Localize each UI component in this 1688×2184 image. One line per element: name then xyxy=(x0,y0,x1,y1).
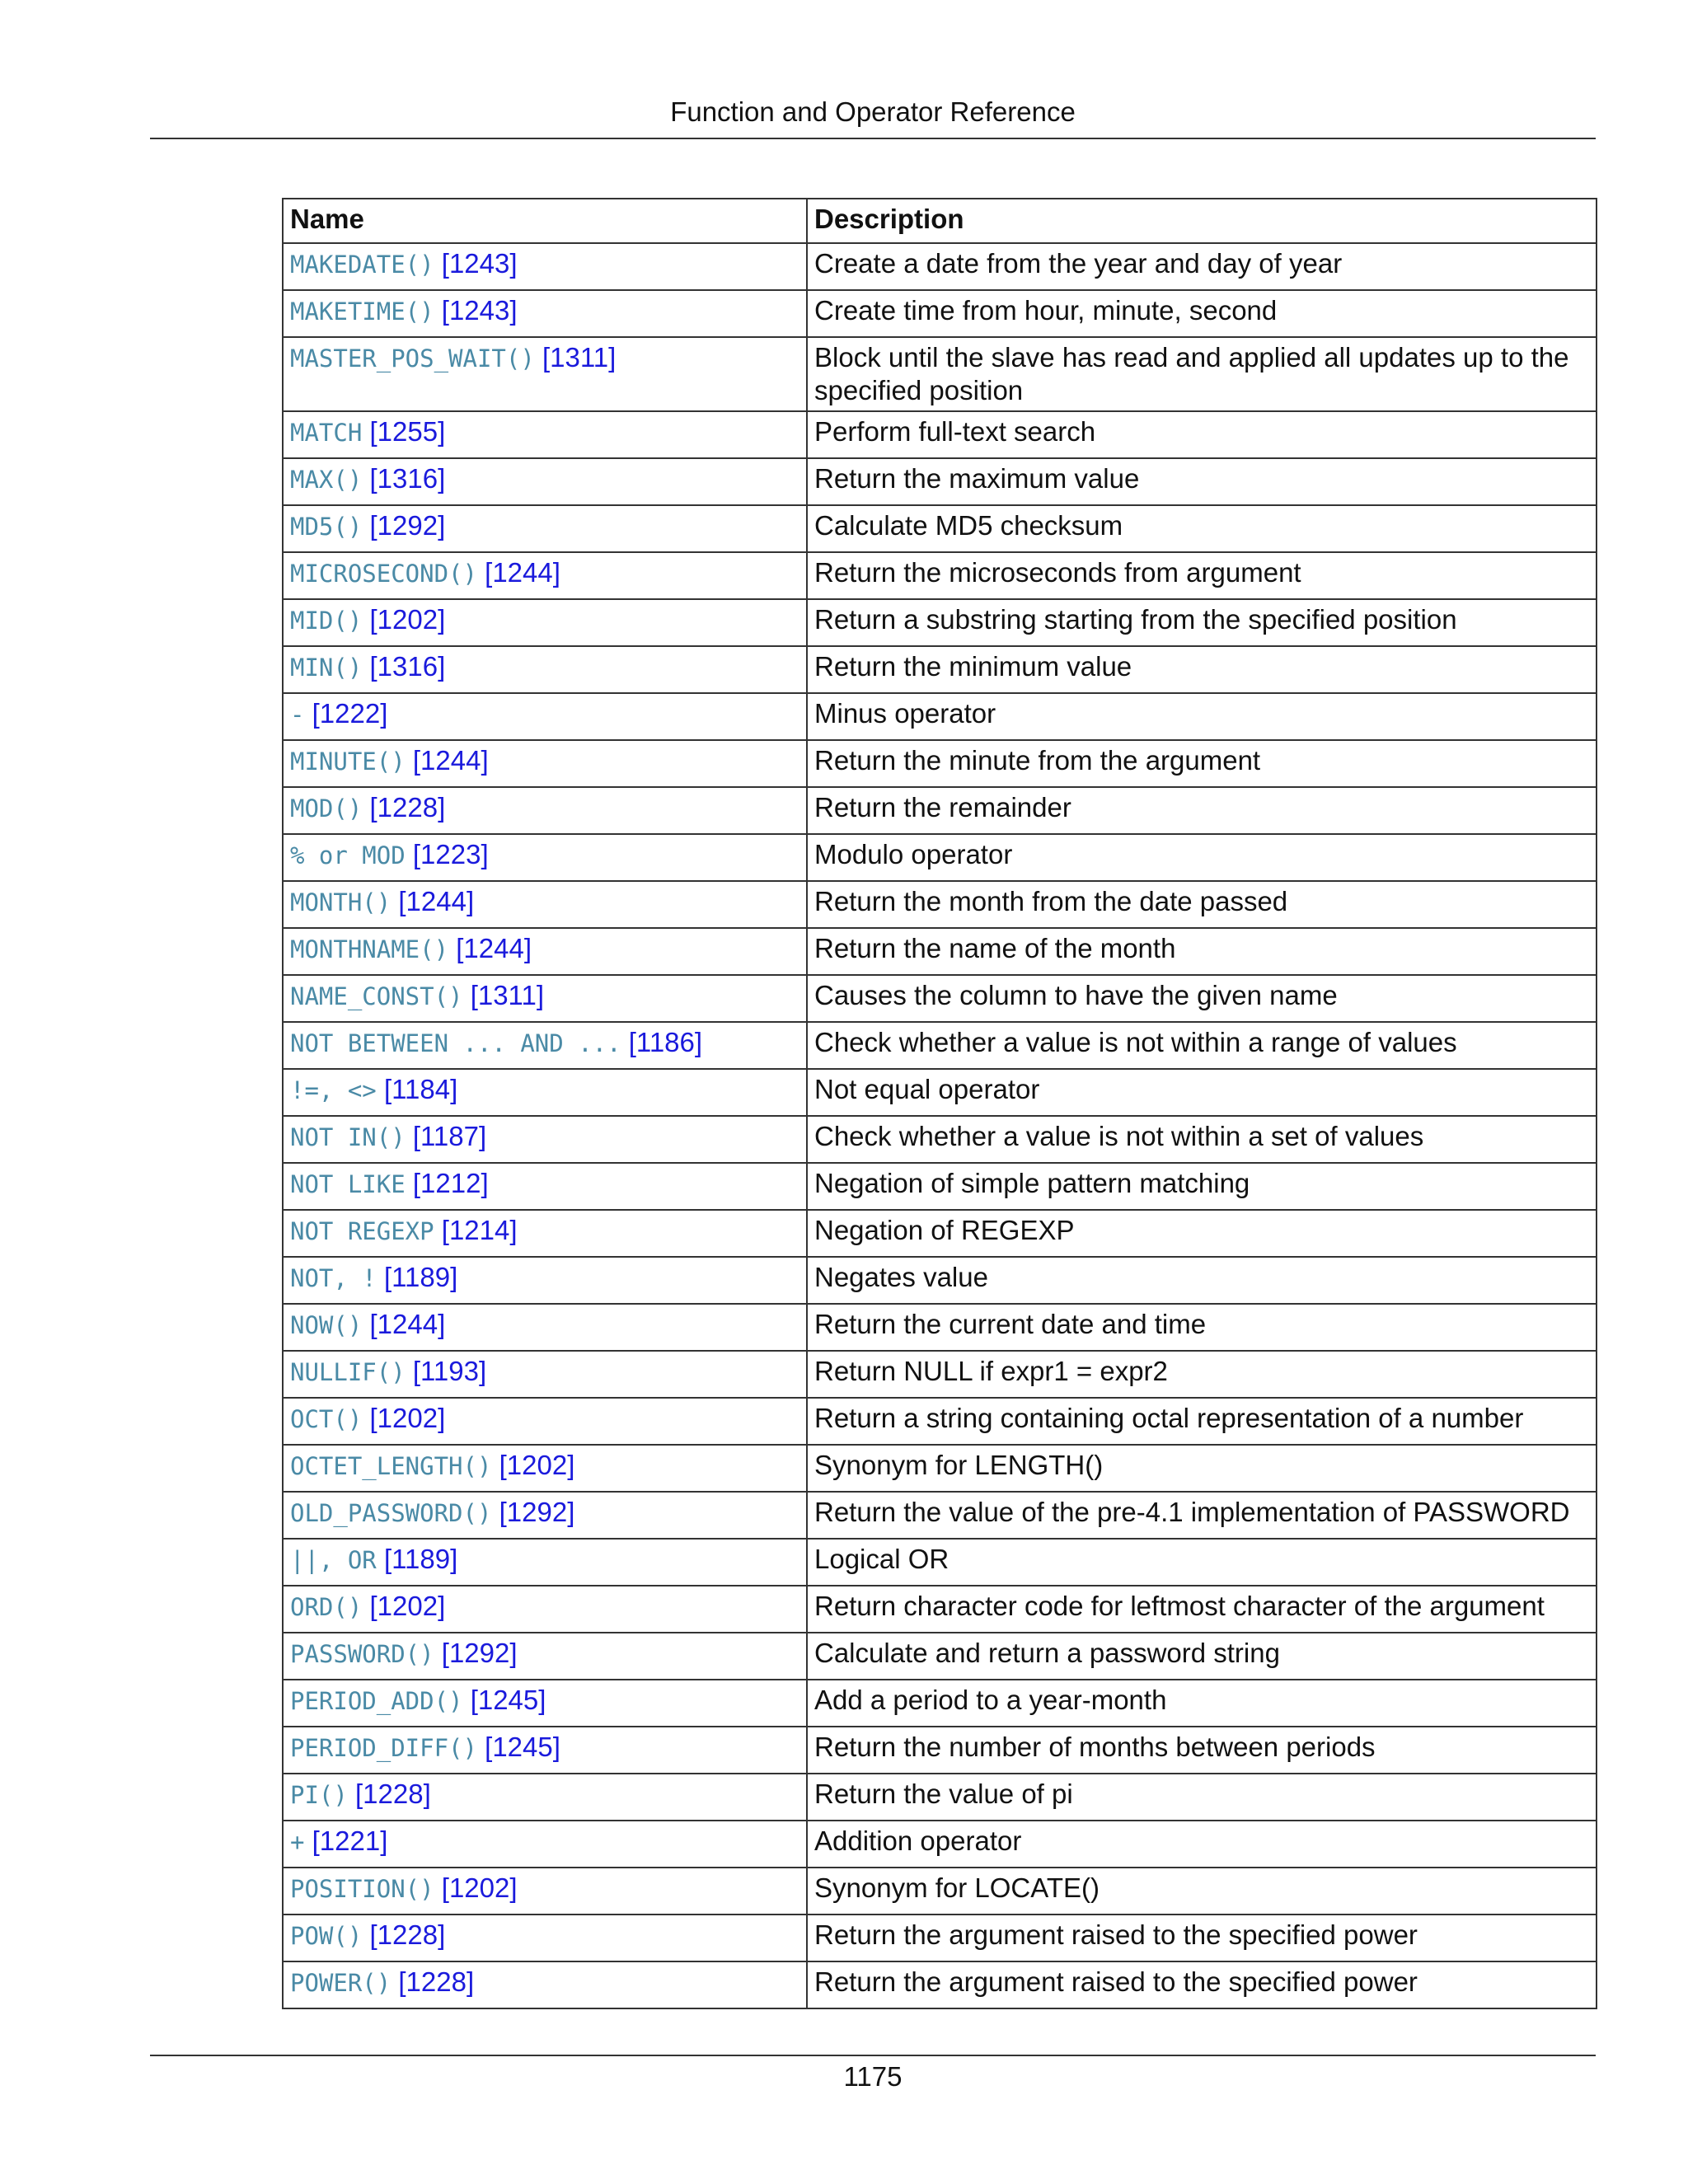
page-header-title: Function and Operator Reference xyxy=(670,96,1076,127)
name-cell xyxy=(283,1821,807,1868)
function-name-link[interactable]: - xyxy=(290,701,305,729)
description-cell: Return the microseconds from argument xyxy=(807,552,1597,599)
description-cell: Calculate MD5 checksum xyxy=(807,505,1597,552)
page-reference-link[interactable]: [1221] xyxy=(312,1825,388,1856)
description-cell: Return the minimum value xyxy=(807,646,1597,693)
table-row xyxy=(283,787,1597,834)
page-reference-link[interactable]: [1228] xyxy=(369,792,446,823)
description-cell: Modulo operator xyxy=(807,834,1597,881)
page-reference-link[interactable]: [1202] xyxy=(441,1872,518,1903)
description-cell: Synonym for LOCATE() xyxy=(807,1868,1597,1915)
function-name-link[interactable]: MAKETIME() xyxy=(290,298,434,326)
function-name-link[interactable]: NAME_CONST() xyxy=(290,982,463,1010)
description-cell: Return the minute from the argument xyxy=(807,740,1597,787)
table-body xyxy=(283,243,1597,2008)
function-name-link[interactable]: PERIOD_ADD() xyxy=(290,1687,463,1715)
description-cell: Return the value of the pre-4.1 implementation of PASSWORD xyxy=(807,1492,1597,1539)
table-header-row xyxy=(283,199,1597,243)
function-name-link[interactable]: MONTHNAME() xyxy=(290,935,449,963)
description-cell: Return NULL if expr1 = expr2 xyxy=(807,1351,1597,1398)
page-reference-link[interactable]: [1244] xyxy=(369,1309,446,1339)
name-cell xyxy=(283,1210,807,1257)
function-name-link[interactable]: OLD_PASSWORD() xyxy=(290,1499,492,1527)
name-cell xyxy=(283,1304,807,1351)
description-cell: Return the month from the date passed xyxy=(807,881,1597,928)
description-cell: Add a period to a year-month xyxy=(807,1680,1597,1727)
function-name-link[interactable]: PERIOD_DIFF() xyxy=(290,1734,477,1762)
function-name-link[interactable]: MD5() xyxy=(290,513,363,541)
name-cell xyxy=(283,1961,807,2008)
table-row xyxy=(283,599,1597,646)
name-cell xyxy=(283,1680,807,1727)
table-row xyxy=(283,1492,1597,1539)
table-row xyxy=(283,881,1597,928)
page-reference-link[interactable]: [1184] xyxy=(383,1074,458,1104)
page-reference-link[interactable]: [1316] xyxy=(369,463,446,494)
header-rule xyxy=(150,138,1596,139)
page-reference-link[interactable]: [1222] xyxy=(312,698,388,729)
page-reference-link[interactable]: [1311] xyxy=(542,342,617,373)
page-reference-link[interactable]: [1244] xyxy=(412,745,489,776)
page-reference-link[interactable]: [1243] xyxy=(441,295,518,326)
description-cell: Return a string containing octal representation of a number xyxy=(807,1398,1597,1445)
name-cell xyxy=(283,1257,807,1304)
page-reference-link[interactable]: [1316] xyxy=(369,651,446,682)
table-row xyxy=(283,1163,1597,1210)
page-reference-link[interactable]: [1187] xyxy=(412,1121,487,1151)
page-reference-link[interactable]: [1244] xyxy=(456,933,532,963)
function-name-link[interactable]: OCTET_LENGTH() xyxy=(290,1452,492,1480)
function-name-link[interactable]: MID() xyxy=(290,607,363,635)
description-cell: Return the current date and time xyxy=(807,1304,1597,1351)
name-cell xyxy=(283,1398,807,1445)
page-reference-link[interactable]: [1245] xyxy=(485,1732,560,1762)
name-cell xyxy=(283,1539,807,1586)
table-row xyxy=(283,1022,1597,1069)
description-cell: Create a date from the year and day of year xyxy=(807,243,1597,290)
description-cell: Return the argument raised to the specified power xyxy=(807,1915,1597,1961)
table-row xyxy=(283,646,1597,693)
function-name-link[interactable]: PASSWORD() xyxy=(290,1640,434,1668)
table-row xyxy=(283,411,1597,458)
function-name-link[interactable]: MAX() xyxy=(290,466,363,494)
table-row xyxy=(283,975,1597,1022)
description-cell: Negation of REGEXP xyxy=(807,1210,1597,1257)
table-row xyxy=(283,1915,1597,1961)
function-name-link[interactable]: MINUTE() xyxy=(290,748,406,776)
name-cell xyxy=(283,1351,807,1398)
function-name-link[interactable]: + xyxy=(290,1828,305,1856)
table-row xyxy=(283,1586,1597,1633)
table-row xyxy=(283,1821,1597,1868)
name-cell xyxy=(283,1915,807,1961)
name-cell xyxy=(283,693,807,740)
description-cell: Logical OR xyxy=(807,1539,1597,1586)
description-cell: Minus operator xyxy=(807,693,1597,740)
name-cell xyxy=(283,599,807,646)
page-reference-link[interactable]: [1202] xyxy=(369,1591,446,1621)
page-reference-link[interactable]: [1228] xyxy=(398,1966,475,1997)
description-cell: Create time from hour, minute, second xyxy=(807,290,1597,337)
description-cell: Perform full-text search xyxy=(807,411,1597,458)
function-name-link[interactable]: NOW() xyxy=(290,1311,363,1339)
description-cell: Calculate and return a password string xyxy=(807,1633,1597,1680)
description-cell: Return the remainder xyxy=(807,787,1597,834)
table-row xyxy=(283,1539,1597,1586)
table-row xyxy=(283,1351,1597,1398)
page-reference-link[interactable]: [1202] xyxy=(369,604,446,635)
page-reference-link[interactable]: [1243] xyxy=(441,248,518,279)
table-row xyxy=(283,1069,1597,1116)
page-reference-link[interactable]: [1244] xyxy=(485,557,560,588)
page-reference-link[interactable]: [1292] xyxy=(369,510,446,541)
table-row xyxy=(283,1868,1597,1915)
table-row xyxy=(283,1116,1597,1163)
table-row xyxy=(283,1961,1597,2008)
description-cell: Return the argument raised to the specified power xyxy=(807,1961,1597,2008)
description-cell: Return the value of pi xyxy=(807,1774,1597,1821)
column-header-description: Description xyxy=(807,199,1597,243)
page-reference-link[interactable]: [1228] xyxy=(369,1919,446,1950)
column-header-name: Name xyxy=(283,199,807,243)
function-name-link[interactable]: % or MOD xyxy=(290,841,406,869)
name-cell xyxy=(283,646,807,693)
function-name-link[interactable]: NULLIF() xyxy=(290,1358,406,1386)
name-cell xyxy=(283,290,807,337)
page-reference-link[interactable]: [1189] xyxy=(383,1544,458,1574)
table-row xyxy=(283,1304,1597,1351)
name-cell xyxy=(283,1727,807,1774)
function-name-link[interactable]: PI() xyxy=(290,1781,348,1809)
table-row xyxy=(283,1210,1597,1257)
page-reference-link[interactable]: [1223] xyxy=(412,839,489,869)
table-row xyxy=(283,1774,1597,1821)
name-cell xyxy=(283,928,807,975)
name-cell xyxy=(283,243,807,290)
function-name-link[interactable]: !=, <> xyxy=(290,1076,377,1104)
table-row xyxy=(283,458,1597,505)
description-cell: Return a substring starting from the specified position xyxy=(807,599,1597,646)
page-reference-link[interactable]: [1244] xyxy=(398,886,475,916)
page-reference-link[interactable]: [1189] xyxy=(383,1262,458,1292)
description-cell: Negates value xyxy=(807,1257,1597,1304)
page-reference-link[interactable]: [1292] xyxy=(441,1638,518,1668)
function-name-link[interactable]: NOT LIKE xyxy=(290,1170,406,1198)
table-row xyxy=(283,1257,1597,1304)
description-cell: Check whether a value is not within a set of values xyxy=(807,1116,1597,1163)
name-cell xyxy=(283,337,807,411)
function-name-link[interactable]: NOT BETWEEN ... AND ... xyxy=(290,1029,621,1057)
table-row xyxy=(283,337,1597,411)
table-row xyxy=(283,693,1597,740)
name-cell xyxy=(283,1868,807,1915)
name-cell xyxy=(283,834,807,881)
table-row xyxy=(283,928,1597,975)
name-cell xyxy=(283,458,807,505)
page-reference-link[interactable]: [1186] xyxy=(628,1027,703,1057)
function-name-link[interactable]: MICROSECOND() xyxy=(290,560,477,588)
function-name-link[interactable]: POWER() xyxy=(290,1969,392,1997)
page-reference-link[interactable]: [1228] xyxy=(355,1779,431,1809)
function-name-link[interactable]: NOT, ! xyxy=(290,1264,377,1292)
name-cell xyxy=(283,1116,807,1163)
table-row xyxy=(283,290,1597,337)
description-cell: Causes the column to have the given name xyxy=(807,975,1597,1022)
function-name-link[interactable]: POSITION() xyxy=(290,1875,434,1903)
name-cell xyxy=(283,505,807,552)
description-cell: Not equal operator xyxy=(807,1069,1597,1116)
table-row xyxy=(283,243,1597,290)
name-cell xyxy=(283,1586,807,1633)
page-reference-link[interactable]: [1245] xyxy=(470,1685,546,1715)
name-cell xyxy=(283,740,807,787)
page-reference-link[interactable]: [1202] xyxy=(369,1403,446,1433)
name-cell xyxy=(283,1774,807,1821)
description-cell: Return the maximum value xyxy=(807,458,1597,505)
table-row xyxy=(283,505,1597,552)
description-cell: Return the number of months between periods xyxy=(807,1727,1597,1774)
table-row xyxy=(283,1445,1597,1492)
description-cell: Synonym for LENGTH() xyxy=(807,1445,1597,1492)
description-cell: Block until the slave has read and applied all updates up to the specified position xyxy=(807,337,1597,411)
function-name-link[interactable]: MATCH xyxy=(290,419,363,447)
description-cell: Addition operator xyxy=(807,1821,1597,1868)
function-name-link[interactable]: MIN() xyxy=(290,654,363,682)
function-name-link[interactable]: MASTER_POS_WAIT() xyxy=(290,344,535,373)
name-cell xyxy=(283,1069,807,1116)
name-cell xyxy=(283,975,807,1022)
name-cell xyxy=(283,411,807,458)
function-name-link[interactable]: NOT REGEXP xyxy=(290,1217,434,1245)
page-reference-link[interactable]: [1292] xyxy=(499,1497,575,1527)
page-reference-link[interactable]: [1311] xyxy=(470,980,544,1010)
name-cell xyxy=(283,1633,807,1680)
function-name-link[interactable]: NOT IN() xyxy=(290,1123,406,1151)
function-name-link[interactable]: MOD() xyxy=(290,794,363,823)
name-cell xyxy=(283,552,807,599)
function-name-link[interactable]: OCT() xyxy=(290,1405,363,1433)
table-row xyxy=(283,740,1597,787)
page-reference-link[interactable]: [1255] xyxy=(369,416,446,447)
page-reference-link[interactable]: [1212] xyxy=(412,1168,489,1198)
table-row xyxy=(283,1398,1597,1445)
table-row xyxy=(283,834,1597,881)
function-name-link[interactable]: MAKEDATE() xyxy=(290,251,434,279)
function-name-link[interactable]: ORD() xyxy=(290,1593,363,1621)
function-name-link[interactable]: POW() xyxy=(290,1922,363,1950)
page-reference-link[interactable]: [1214] xyxy=(441,1215,518,1245)
function-reference-table xyxy=(282,198,1597,2009)
table-row xyxy=(283,552,1597,599)
description-cell: Return the name of the month xyxy=(807,928,1597,975)
page-reference-link[interactable]: [1193] xyxy=(412,1356,487,1386)
name-cell xyxy=(283,1022,807,1069)
name-cell xyxy=(283,1492,807,1539)
name-cell xyxy=(283,787,807,834)
function-name-link[interactable]: ||, OR xyxy=(290,1546,377,1574)
table-row xyxy=(283,1680,1597,1727)
name-cell xyxy=(283,1163,807,1210)
function-name-link[interactable]: MONTH() xyxy=(290,888,392,916)
description-cell: Check whether a value is not within a range of values xyxy=(807,1022,1597,1069)
name-cell xyxy=(283,1445,807,1492)
table-row xyxy=(283,1727,1597,1774)
description-cell: Return character code for leftmost character of the argument xyxy=(807,1586,1597,1633)
page-reference-link[interactable]: [1202] xyxy=(499,1450,575,1480)
table-row xyxy=(283,1633,1597,1680)
name-cell xyxy=(283,881,807,928)
description-cell: Negation of simple pattern matching xyxy=(807,1163,1597,1210)
footer-rule xyxy=(150,2055,1596,2056)
page-number: 1175 xyxy=(843,2061,903,2092)
